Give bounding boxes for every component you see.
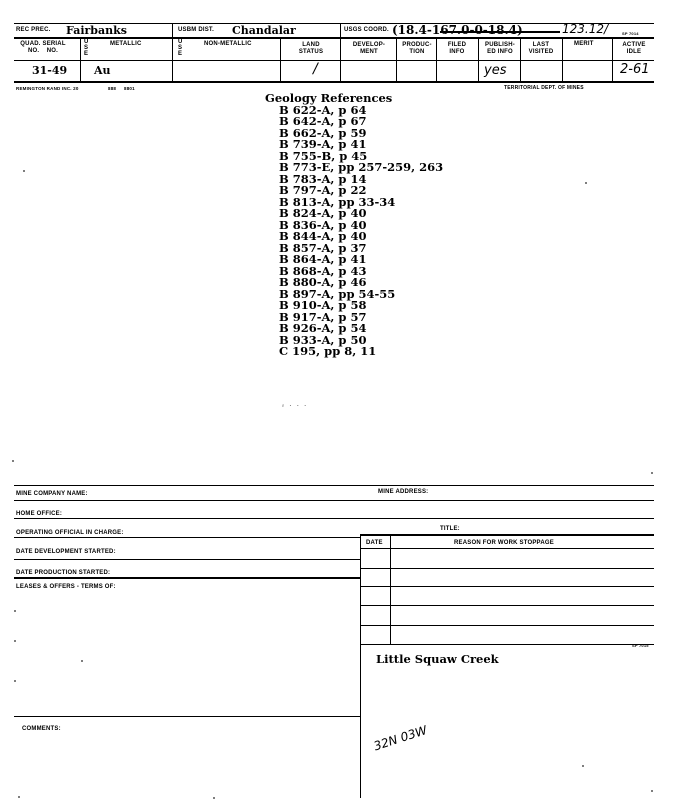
development-label: DEVELOP- MENT	[352, 42, 386, 55]
reference-item: B 897-A, pp 54-55	[279, 286, 396, 301]
leases-label: LEASES & OFFERS - TERMS OF:	[16, 584, 116, 590]
title-label: TITLE:	[440, 526, 460, 532]
form-code: SP 7014	[622, 31, 639, 36]
printer-credit: REMINGTON RAND INC. 20	[16, 86, 79, 91]
reference-item: B 773-E, pp 257-259, 263	[279, 160, 444, 174]
handwritten-coord: 123.12/	[562, 22, 609, 36]
reference-item: B 642-A, p 67	[279, 114, 367, 128]
published-info-label: PUBLISH- ED INFO	[485, 42, 515, 55]
metallic-value: Au	[94, 64, 111, 77]
land-status-label: LAND STATUS	[298, 42, 324, 55]
mine-company-name-label: MINE COMPANY NAME:	[16, 491, 88, 497]
home-office-label: HOME OFFICE:	[16, 511, 63, 517]
metallic-use-label: U S E	[84, 39, 89, 57]
rec-prec-value: Fairbanks	[66, 24, 127, 37]
reference-item: B 813-A, pp 33-34	[279, 194, 396, 209]
reference-item: B 783-A, p 14	[279, 171, 367, 186]
usgs-coord-label: USGS COORD.	[344, 27, 389, 33]
reference-item: B 844-A, p 40	[279, 229, 367, 243]
active-idle-label: ACTIVE IDLE	[622, 42, 646, 55]
reference-item: B 662-A, p 59	[279, 125, 367, 140]
published-info-value: yes	[484, 63, 507, 78]
reference-item: B 797-A, p 22	[279, 183, 367, 197]
date-development-label: DATE DEVELOPMENT STARTED:	[16, 549, 116, 555]
references-list	[263, 102, 444, 358]
mineral-record-card: REC PREC. Fairbanks USBM DIST. Chandalar USGS COORD. (18.4-167.0-0-18.4) 123.12/ SP 7014 QUAD. SERIAL NO. NO. U S E METALLIC U S E NON-METALLIC LAND STATUS DEVELOP- MENT PRODUC- TION FILED INFO PUBLISH- ED INFO LAST VISITED MERIT ACTIVE IDLE 31-49 Au / yes 2-61 REMINGTON RAND INC. 20 888 8801 TERRITORIAL DEPT. OF MINES Geology References B 622-A, p 64 B 642-A, p 67 B 662-A, p 59 B 739-A, p 41 B 755-B, p 45 B 773-E, pp 257-259, 263 B 783-A, p 14 B 797-A, p 22 B 813-A, pp 33-34 B 824-A, p 40 B 836-A, p 40 B 844-A, p 40 B 857-A, p 37 B 864-A, p 41 B 868-A, p 43 B 880-A, p 46 B 897-A, pp 54-55 B 910-A, p 58 B 917-A, p 57 B 926-A, p 54 B 933-A, p 50 C 195, pp 8, 11 ﾟ ˙ ˙ ˙ MINE COMPANY NAME: MINE ADDRESS: HOME OFFICE: OPERATING OFFICIAL IN CHARGE: TITLE: DATE REASON FOR WORK STOPPAGE DATE DEVELOPMENT STARTED: DATE PRODUCTION STARTED: LEASES & OFFERS - TERMS OF: SP 7015 Little Squaw Creek COMMENTS: 32N 03W	[0, 0, 678, 805]
reference-item: B 926-A, p 54	[279, 321, 367, 335]
date-production-label: DATE PRODUCTION STARTED:	[16, 570, 111, 576]
reference-item: B 857-A, p 37	[279, 240, 367, 255]
reason-col-label: REASON FOR WORK STOPPAGE	[454, 540, 554, 546]
operating-official-label: OPERATING OFFICIAL IN CHARGE:	[16, 530, 124, 536]
nonmetallic-label: NON-METALLIC	[204, 41, 252, 47]
reference-item: B 880-A, p 46	[279, 275, 367, 289]
reference-item: B 864-A, p 41	[279, 252, 367, 266]
mine-address-label: MINE ADDRESS:	[378, 489, 429, 495]
nonmetallic-use-label: U S E	[178, 39, 183, 57]
rec-prec-label: REC PREC.	[16, 27, 51, 33]
land-status-value: /	[313, 61, 318, 77]
usbm-dist-label: USBM DIST.	[178, 27, 215, 33]
geology-references	[263, 93, 443, 358]
reference-item: C 195, pp 8, 11	[279, 344, 377, 358]
quad-serial-label: QUAD. SERIAL NO. NO.	[20, 41, 66, 54]
comments-label: COMMENTS:	[22, 726, 61, 732]
reference-item: B 824-A, p 40	[279, 206, 367, 220]
metallic-label: METALLIC	[110, 41, 142, 47]
reference-item: B 910-A, p 58	[279, 298, 367, 312]
handwritten-note: 32N 03W	[372, 722, 429, 754]
reference-item: B 622-A, p 64	[279, 102, 367, 117]
quad-serial-value: 31-49	[32, 64, 68, 77]
territorial-dept: TERRITORIAL DEPT. OF MINES	[504, 85, 584, 91]
reference-item: B 917-A, p 57	[279, 309, 367, 324]
last-visited-label: LAST VISITED	[528, 42, 554, 55]
active-idle-value: 2-61	[620, 62, 650, 77]
reference-item: B 739-A, p 41	[279, 137, 367, 151]
reference-item: B 836-A, p 40	[279, 217, 367, 232]
usgs-coord-value: (18.4-167.0-0-18.4)	[392, 23, 523, 37]
property-name: Little Squaw Creek	[376, 652, 499, 666]
production-label: PRODUC- TION	[402, 42, 432, 55]
date-col-label: DATE	[366, 540, 383, 546]
form-code-2: SP 7015	[632, 643, 649, 648]
reference-item: B 933-A, p 50	[279, 332, 367, 347]
filed-info-label: FILED INFO	[447, 42, 467, 55]
reference-item: B 868-A, p 43	[279, 263, 367, 278]
printer-code-b: 8801	[124, 86, 135, 91]
merit-label: MERIT	[574, 41, 594, 47]
usbm-dist-value: Chandalar	[232, 24, 296, 37]
printer-code-a: 888	[108, 86, 117, 91]
reference-item: B 755-B, p 45	[279, 148, 368, 163]
references-title: Geology References	[265, 91, 393, 105]
